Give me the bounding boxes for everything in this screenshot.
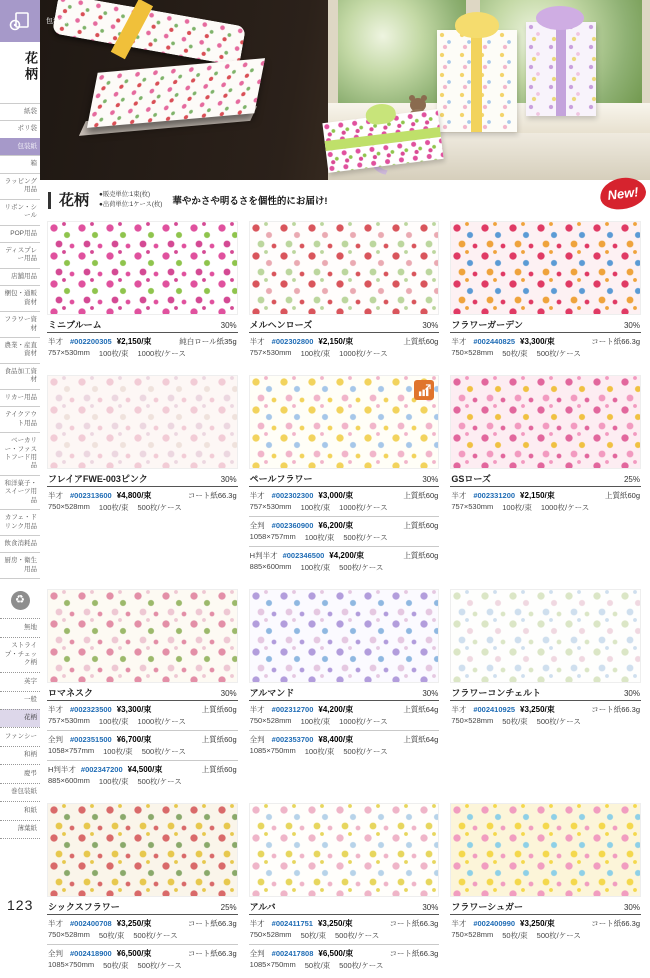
sheets-per-bundle: 100枚/束 xyxy=(300,717,331,726)
section-tagline: 華やかさや明るさを個性的にお届け! xyxy=(172,196,328,207)
sheets-per-case: 500枚/ケース xyxy=(137,777,182,786)
discount-rate: 30% xyxy=(220,321,237,330)
hero-overlay-label: 包装紙 xyxy=(46,18,67,25)
sheets-per-bundle: 100枚/束 xyxy=(98,777,129,786)
paper-type: コート紙66.3g xyxy=(187,948,237,958)
hero-paper-roll xyxy=(52,0,246,66)
product-variant xyxy=(450,701,641,730)
dimensions: 1058×757mm xyxy=(249,532,296,541)
price: ¥6,700/束 xyxy=(116,734,152,744)
paper-type: 純白ロール紙35g xyxy=(179,336,237,346)
sheets-per-bundle: 100枚/束 xyxy=(300,563,331,572)
sidebar-item-food-consumables[interactable]: 飲食消耗品 xyxy=(0,535,40,552)
product-code: #002200305 xyxy=(70,336,112,346)
product-image xyxy=(47,589,238,683)
size-label: H判半才 xyxy=(48,764,76,774)
price: ¥6,200/束 xyxy=(318,520,354,530)
sheets-per-case: 500枚/ケース xyxy=(335,931,380,940)
dimensions: 750×528mm xyxy=(48,930,90,939)
price: ¥4,200/束 xyxy=(329,550,364,560)
dimensions: 1085×750mm xyxy=(48,960,95,969)
section-header xyxy=(40,180,650,216)
sheets-per-case: 500枚/ケース xyxy=(343,747,388,756)
sidebar-item-food-processing[interactable]: 食品加工資材 xyxy=(0,363,40,389)
product-card xyxy=(249,221,440,362)
hero-gift-white xyxy=(437,30,517,132)
sheets-per-case: 1000枚/ケース xyxy=(339,717,388,726)
product-name: フラワーガーデン xyxy=(451,320,523,330)
product-code: #002417808 xyxy=(271,948,314,958)
paper-type: 上質紙64g xyxy=(403,704,439,714)
product-code: #002312700 xyxy=(271,704,314,714)
size-label: 半才 xyxy=(48,490,63,500)
sidebar-item-kitchen-sanitary[interactable]: 厨房・衛生用品 xyxy=(0,552,40,579)
product-card xyxy=(450,803,641,974)
main-content xyxy=(40,0,650,970)
product-variant xyxy=(249,333,440,362)
product-image xyxy=(47,375,238,469)
price: ¥3,300/束 xyxy=(520,336,555,346)
sheets-per-case: 1000枚/ケース xyxy=(540,503,590,512)
price: ¥3,250/束 xyxy=(317,918,353,928)
ranking-icon xyxy=(414,380,434,400)
size-label: 半才 xyxy=(451,336,467,346)
paper-type: コート紙66.3g xyxy=(389,948,439,958)
product-variant xyxy=(249,516,440,546)
product-code: #002353700 xyxy=(271,734,314,744)
size-label: 半才 xyxy=(249,918,265,928)
sheets-per-bundle: 50枚/束 xyxy=(502,931,528,940)
price: ¥6,500/束 xyxy=(318,948,354,958)
price: ¥3,300/束 xyxy=(116,704,152,714)
product-grid xyxy=(40,216,650,978)
product-name: フレイアFWE-003ピンク xyxy=(48,474,148,484)
paper-type: 上質紙60g xyxy=(403,520,439,530)
sheets-per-bundle: 100枚/束 xyxy=(98,503,129,512)
product-card xyxy=(249,375,440,576)
sheets-per-bundle: 50枚/束 xyxy=(304,961,331,970)
product-name: アルバ xyxy=(249,902,276,912)
product-name: アルマンド xyxy=(249,688,295,698)
product-image xyxy=(450,375,641,469)
product-code: #002346500 xyxy=(282,550,325,560)
product-variant xyxy=(450,915,641,944)
price: ¥3,250/束 xyxy=(520,918,555,928)
product-name: シックスフラワー xyxy=(48,902,120,912)
dimensions: 757×530mm xyxy=(249,502,292,511)
paper-type: 上質紙60g xyxy=(403,490,439,500)
subnav-item-tissue[interactable]: 薄葉紙 xyxy=(0,820,40,839)
product-variant xyxy=(47,944,238,974)
product-code: #002313600 xyxy=(70,490,112,500)
product-card xyxy=(249,589,440,790)
sidebar-item-wrapping-paper[interactable]: 包装紙 xyxy=(0,138,40,155)
shipping-unit-note: ●出荷単位:1ケース(枚) xyxy=(99,201,163,208)
size-label: 半才 xyxy=(451,704,467,714)
price: ¥4,500/束 xyxy=(127,764,163,774)
dimensions: 750×528mm xyxy=(48,502,90,511)
dimensions: 885×600mm xyxy=(249,562,292,571)
product-card xyxy=(47,375,238,576)
paper-type: コート紙66.3g xyxy=(591,704,640,714)
discount-rate: 30% xyxy=(220,475,237,484)
dimensions: 885×600mm xyxy=(48,776,90,785)
discount-rate: 30% xyxy=(422,903,439,912)
product-variant xyxy=(47,915,238,944)
dimensions: 757×530mm xyxy=(451,502,494,511)
paper-type: コート紙66.3g xyxy=(591,336,640,346)
price: ¥6,500/束 xyxy=(116,948,152,958)
size-label: 全判 xyxy=(48,948,63,958)
price: ¥4,200/束 xyxy=(318,704,354,714)
product-name: ペールフラワー xyxy=(249,474,313,484)
size-label: 半才 xyxy=(249,336,265,346)
product-card xyxy=(450,375,641,576)
wrapping-roll-icon xyxy=(0,0,40,42)
paper-type: 上質紙60g xyxy=(201,734,237,744)
hero-photo xyxy=(40,0,650,180)
product-image xyxy=(249,221,440,315)
hero-gift-lilac xyxy=(526,22,596,116)
size-label: 全判 xyxy=(249,734,265,744)
product-name: フラワーシュガー xyxy=(451,902,523,912)
product-code: #002400708 xyxy=(70,918,112,928)
sales-unit-note: ●販売単位:1束(枚) xyxy=(99,191,151,199)
unit-notes xyxy=(99,190,162,210)
product-code: #002360900 xyxy=(271,520,314,530)
paper-type: コート紙66.3g xyxy=(389,918,439,928)
subnav-item-japanese-pattern[interactable]: 和柄 xyxy=(0,746,40,764)
sheets-per-case: 500枚/ケース xyxy=(536,931,581,940)
sidebar-sub-nav xyxy=(0,618,40,839)
sidebar-item-display-goods[interactable]: ディスプレー用品 xyxy=(0,242,40,268)
discount-rate: 25% xyxy=(623,475,640,484)
sheets-per-case: 500枚/ケース xyxy=(141,747,186,756)
size-label: H判半才 xyxy=(249,550,278,560)
dimensions: 757×530mm xyxy=(48,348,90,357)
discount-rate: 25% xyxy=(220,903,237,912)
size-label: 半才 xyxy=(249,490,265,500)
eco-icon: ♻ xyxy=(11,591,30,610)
price: ¥4,800/束 xyxy=(116,490,152,500)
sheets-per-bundle: 50枚/束 xyxy=(502,349,528,358)
sheets-per-case: 500枚/ケース xyxy=(536,349,581,358)
dimensions: 757×530mm xyxy=(249,348,292,357)
dimensions: 757×530mm xyxy=(48,716,90,725)
sheets-per-case: 500枚/ケース xyxy=(339,563,384,572)
product-card xyxy=(47,221,238,362)
product-card xyxy=(450,221,641,362)
dimensions: 750×528mm xyxy=(249,930,292,939)
dimensions: 1058×757mm xyxy=(48,746,95,755)
size-label: 半才 xyxy=(451,490,467,500)
sheets-per-bundle: 100枚/束 xyxy=(502,503,532,512)
product-variant xyxy=(450,487,641,516)
section-title: 花柄 xyxy=(48,192,89,209)
discount-rate: 30% xyxy=(623,321,640,330)
sidebar-category-title: 花柄 xyxy=(23,51,38,83)
new-badge: New! xyxy=(598,175,647,211)
sheets-per-case: 1000枚/ケース xyxy=(137,349,186,358)
dimensions: 750×528mm xyxy=(451,930,494,939)
product-variant xyxy=(249,546,440,576)
subnav-item-ceremonial[interactable]: 慶弔 xyxy=(0,764,40,782)
sidebar-item-pop-goods[interactable]: POP用品 xyxy=(0,225,40,242)
price: ¥3,000/束 xyxy=(318,490,354,500)
sheets-per-case: 500枚/ケース xyxy=(137,961,182,970)
product-code: #002302300 xyxy=(271,490,314,500)
subnav-item-plain[interactable]: 無地 xyxy=(0,618,40,636)
sidebar-item-bakery-fastfood[interactable]: ベーカリー・ファストフード用品 xyxy=(0,432,40,475)
product-image xyxy=(249,375,440,469)
sidebar-item-packing-mailorder[interactable]: 梱包・通販資材 xyxy=(0,285,40,311)
subnav-item-washi[interactable]: 和紙 xyxy=(0,801,40,819)
product-code: #002411751 xyxy=(271,918,313,928)
subnav-item-fancy[interactable]: ファンシー xyxy=(0,727,40,745)
sheets-per-case: 1000枚/ケース xyxy=(339,349,388,358)
sheets-per-case: 500枚/ケース xyxy=(536,717,581,726)
product-name: ロマネスク xyxy=(48,688,94,698)
dimensions: 1085×750mm xyxy=(249,746,296,755)
product-image xyxy=(450,221,641,315)
subnav-item-roll-wrapping[interactable]: 巻包装紙 xyxy=(0,783,40,801)
sheets-per-bundle: 100枚/束 xyxy=(304,533,335,542)
product-code: #002331200 xyxy=(473,490,516,500)
discount-rate: 30% xyxy=(422,321,439,330)
discount-rate: 30% xyxy=(422,475,439,484)
sidebar-item-paper-bags[interactable]: 紙袋 xyxy=(0,103,40,120)
sheets-per-bundle: 50枚/束 xyxy=(103,961,129,970)
price: ¥8,400/束 xyxy=(318,734,354,744)
subnav-item-general[interactable]: 一般 xyxy=(0,691,40,709)
product-code: #002410925 xyxy=(473,704,516,714)
sidebar-item-liquor[interactable]: リカー用品 xyxy=(0,389,40,406)
size-label: 半才 xyxy=(451,918,467,928)
product-card xyxy=(47,589,238,790)
paper-type: コート紙66.3g xyxy=(187,918,237,928)
product-card xyxy=(47,803,238,974)
product-code: #002351500 xyxy=(70,734,112,744)
product-variant xyxy=(47,701,238,730)
product-variant xyxy=(249,701,440,730)
sheets-per-bundle: 100枚/束 xyxy=(98,717,129,726)
sheets-per-case: 500枚/ケース xyxy=(339,961,384,970)
dimensions: 750×528mm xyxy=(451,348,494,357)
product-image xyxy=(450,589,641,683)
product-variant xyxy=(450,333,641,362)
product-variant xyxy=(249,730,440,760)
dimensions: 1085×750mm xyxy=(249,960,296,969)
product-card xyxy=(450,589,641,790)
discount-rate: 30% xyxy=(623,689,640,698)
subnav-item-floral[interactable]: 花柄 xyxy=(0,709,40,727)
product-variant xyxy=(249,915,440,944)
product-code: #002323500 xyxy=(70,704,112,714)
size-label: 全判 xyxy=(249,520,265,530)
dimensions: 750×528mm xyxy=(451,716,494,725)
paper-type: コート紙66.3g xyxy=(187,490,237,500)
paper-type: 上質紙60g xyxy=(201,704,237,714)
product-card xyxy=(249,803,440,974)
dimensions: 750×528mm xyxy=(249,716,292,725)
product-variant xyxy=(249,487,440,516)
discount-rate: 30% xyxy=(422,689,439,698)
product-variant xyxy=(249,944,440,974)
size-label: 半才 xyxy=(48,918,63,928)
product-image xyxy=(47,221,238,315)
product-name: メルヘンローズ xyxy=(249,320,313,330)
sheets-per-bundle: 50枚/束 xyxy=(98,931,125,940)
sheets-per-bundle: 100枚/束 xyxy=(300,503,331,512)
product-code: #002347200 xyxy=(80,764,123,774)
sheets-per-bundle: 100枚/束 xyxy=(304,747,335,756)
sheets-per-bundle: 100枚/束 xyxy=(103,747,133,756)
price: ¥2,150/束 xyxy=(520,490,555,500)
product-variant xyxy=(47,487,238,516)
sidebar-item-sweets[interactable]: 和洋菓子・スイーツ用品 xyxy=(0,475,40,509)
page-number: 123 xyxy=(7,897,34,913)
discount-rate: 30% xyxy=(623,903,640,912)
product-variant xyxy=(47,730,238,760)
size-label: 全判 xyxy=(249,948,265,958)
product-code: #002418900 xyxy=(70,948,112,958)
sidebar-item-flower-materials[interactable]: フラワー資材 xyxy=(0,311,40,337)
subnav-item-english[interactable]: 英字 xyxy=(0,672,40,690)
sidebar-item-store-goods[interactable]: 店舗用品 xyxy=(0,268,40,285)
sidebar-item-takeout[interactable]: テイクアウト用品 xyxy=(0,406,40,432)
price: ¥3,250/束 xyxy=(116,918,152,928)
product-code: #002440825 xyxy=(473,336,516,346)
paper-type: 上質紙60g xyxy=(201,764,237,774)
sidebar xyxy=(0,0,40,919)
size-label: 半才 xyxy=(48,336,63,346)
size-label: 半才 xyxy=(48,704,63,714)
price: ¥3,250/束 xyxy=(520,704,555,714)
sheets-per-bundle: 50枚/束 xyxy=(300,931,326,940)
product-image xyxy=(47,803,238,897)
product-image xyxy=(249,803,440,897)
sidebar-item-boxes[interactable]: 箱 xyxy=(0,155,40,172)
paper-type: コート紙66.3g xyxy=(591,918,640,928)
sheets-per-case: 1000枚/ケース xyxy=(137,717,186,726)
sidebar-item-poly-bags[interactable]: ポリ袋 xyxy=(0,120,40,137)
product-image xyxy=(249,589,440,683)
paper-type: 上質紙60g xyxy=(403,336,439,346)
discount-rate: 30% xyxy=(220,689,237,698)
sidebar-item-wrapping-goods[interactable]: ラッピング用品 xyxy=(0,173,40,199)
size-label: 全判 xyxy=(48,734,63,744)
sheets-per-bundle: 100枚/束 xyxy=(98,349,129,358)
sidebar-item-agriculture[interactable]: 農業・産直資材 xyxy=(0,337,40,363)
sheets-per-case: 1000枚/ケース xyxy=(339,503,388,512)
sheets-per-case: 500枚/ケース xyxy=(137,503,182,512)
sheets-per-case: 500枚/ケース xyxy=(133,931,178,940)
paper-type: 上質紙64g xyxy=(403,734,439,744)
product-name: ミニブルーム xyxy=(48,320,102,330)
paper-type: 上質紙60g xyxy=(403,550,439,560)
sheets-per-case: 500枚/ケース xyxy=(343,533,388,542)
subnav-item-stripe-check[interactable]: ストライプ・チェック柄 xyxy=(0,637,40,672)
product-name: フラワーコンチェルト xyxy=(451,688,542,698)
product-image xyxy=(450,803,641,897)
product-variant xyxy=(47,333,238,362)
product-code: #002302800 xyxy=(271,336,314,346)
price: ¥2,150/束 xyxy=(116,336,152,346)
sidebar-main-nav xyxy=(0,103,40,579)
product-variant xyxy=(47,760,238,790)
product-name: GSローズ xyxy=(451,474,491,484)
hero-roll-ribbon xyxy=(111,0,153,59)
size-label: 半才 xyxy=(249,704,265,714)
sheets-per-bundle: 50枚/束 xyxy=(502,717,528,726)
sidebar-item-ribbon-seal[interactable]: リボン・シール xyxy=(0,199,40,225)
price: ¥2,150/束 xyxy=(318,336,354,346)
paper-type: 上質紙60g xyxy=(604,490,640,500)
sheets-per-bundle: 100枚/束 xyxy=(300,349,331,358)
product-code: #002400990 xyxy=(473,918,516,928)
sidebar-item-cafe-drink[interactable]: カフェ・ドリンク用品 xyxy=(0,509,40,535)
